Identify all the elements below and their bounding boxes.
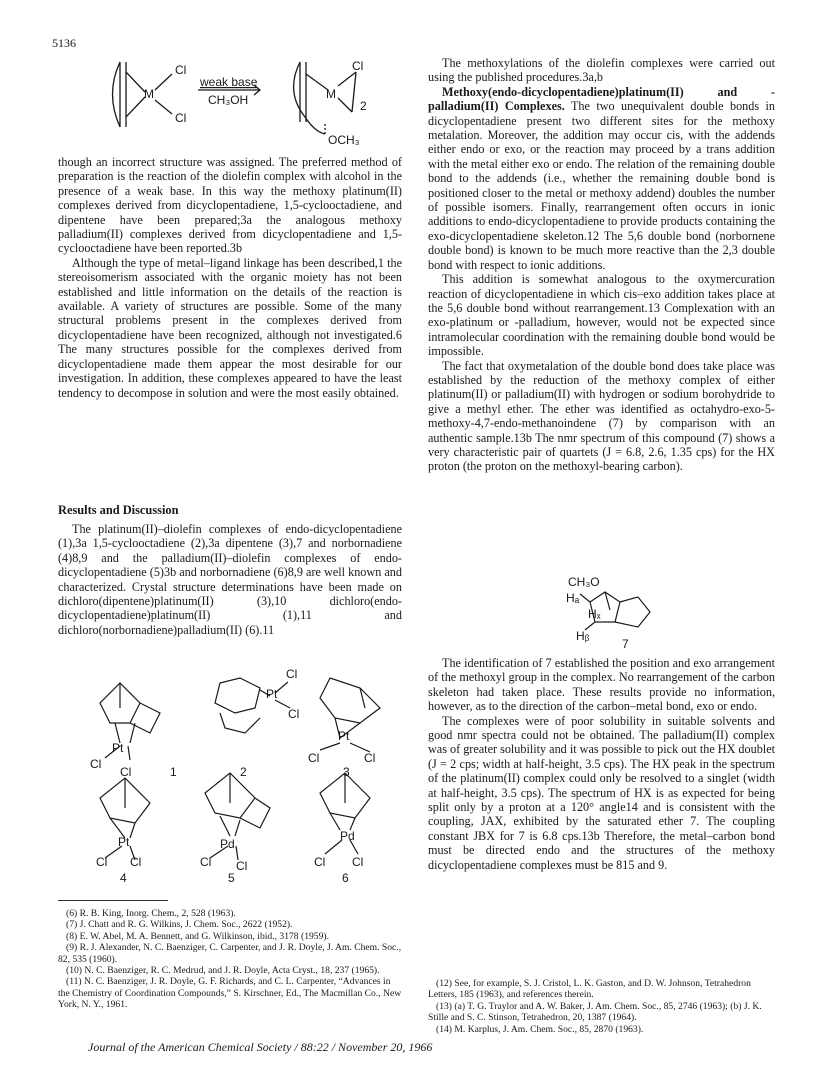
- reference: (13) (a) T. G. Traylor and A. W. Baker, J. Am. Chem. Soc., 85, 2746 (1963); (b) J. K. Stille and S. C. Stinson, Tetrahedron, 20, 1387 (1964).: [428, 1000, 762, 1024]
- pd-label: Pd: [340, 829, 355, 843]
- reference: (14) M. Karplus, J. Am. Chem. Soc., 85, 2870 (1963).: [436, 1023, 644, 1035]
- subsection-heading: Methoxy(endo-dicyclopentadiene)platinum(II) and -palladium(II) Complexes.: [428, 84, 775, 114]
- paragraph: The identification of 7 established the position and exo arrangement of the methoxyl group in the complex. No rearrangement of the carbon skeleton had taken place. These results provide no information, however, as to the direction of the carbon–metal bond, exo or endo.: [428, 656, 775, 714]
- ch3o-label: CH₃O: [568, 575, 600, 589]
- scheme-cl-top: Cl: [175, 63, 187, 77]
- footnote-divider: [58, 900, 168, 901]
- reference: (12) See, for example, S. J. Cristol, L. K. Gaston, and D. W. Johnson, Tetrahedron Letters, 185 (1963), and references therein.: [428, 978, 751, 1001]
- compound-4-label: 4: [120, 871, 127, 885]
- reference: (11) N. C. Baenziger, J. R. Doyle, G. F. Richards, and C. L. Carpenter, “Advances in the Chemistry of Coordination Compounds,” S. Kirschner, Ed., The Macmillan Co., New York, N. Y., 1961.: [58, 976, 402, 1011]
- paragraph: This addition is somewhat analogous to the oxymercuration reaction of dicyclopentadiene in which cis–exo addition takes place at the 5,6 double bond without rearrangement.13 Complexation with an exo-platinum or -palladium, however, would not be expected since intramolecular coordination with the remaining double bond would be impossible.: [428, 272, 775, 359]
- page-number: 5136: [52, 36, 76, 50]
- cl-label: Cl: [200, 855, 212, 869]
- cl-label: Cl: [364, 751, 376, 765]
- left-column-results: [58, 522, 402, 637]
- left-column-intro: [58, 155, 402, 400]
- scheme-weak-base: weak base: [200, 75, 258, 89]
- reference: (8) E. W. Abel, M. A. Bennett, and G. Wilkinson, ibid., 3178 (1959).: [66, 930, 329, 942]
- right-column: [428, 56, 775, 474]
- cl-label: Cl: [120, 765, 132, 779]
- compound-7-label: 7: [622, 637, 629, 651]
- paragraph: though an incorrect structure was assigned. The preferred method of preparation is the reaction of the diolefin complex with alcohol in the presence of a weak base. In this way the methoxy platinum(II) complexes derived from dicyclopentadiene, 1,5-cyclooctadiene, and dipentene have been prepared;3a the analogous methoxy palladium(II) complexes derived from dicyclopentadiene and 1,5-cyclooctadiene have been reported.3b: [58, 155, 402, 256]
- cl-label: Cl: [352, 855, 364, 869]
- reaction-scheme: [100, 52, 400, 157]
- reference: (10) N. C. Baenziger, R. C. Medrud, and J. R. Doyle, Acta Cryst., 18, 237 (1965).: [66, 965, 380, 977]
- paragraph: The complexes were of poor solubility in suitable solvents and good nmr spectra could not be obtained. The palladium(II) complex was of greater solubility and it was possible to pick out the HX doublet (J = 2 cps; width at half-height, 3.5 cps). The HX peak in the spectrum of the platinum(II) complex could only be resolved to a singlet (width at half-height, 3.5 cps). The spectrum of HX is as expected for being split only by a proton at a 120° angle14 and is consistent with the coupling, JAX, exhibited by the saturated ether 7. The coupling constant JBX for 7 is 6.8 cps.13b Therefore, the metal–carbon bond must be directed endo and the structures of the methoxy dicyclopentadiene complexes must be 815 and 9.: [428, 713, 775, 872]
- scheme-cl-bottom: Cl: [175, 111, 187, 125]
- scheme-m-left: M: [144, 87, 154, 101]
- hx-label: Hₓ: [588, 607, 601, 621]
- reference: (6) R. B. King, Inorg. Chem., 2, 528 (1963).: [66, 908, 236, 919]
- reference: (9) R. J. Alexander, N. C. Baenziger, C. Carpenter, and J. R. Doyle, J. Am. Chem. Soc., 82, 535 (1960).: [58, 942, 402, 965]
- pt-label: Pt: [112, 741, 124, 755]
- scheme-dimer-2: 2: [360, 99, 367, 113]
- paragraph: The methoxylations of the diolefin complexes were carried out using the published procedures.3a,b: [428, 56, 775, 85]
- scheme-cl-right: Cl: [352, 59, 364, 73]
- hb-label: Hᵦ: [576, 629, 590, 643]
- cl-label: Cl: [286, 667, 298, 681]
- references-right: [428, 978, 775, 1035]
- cl-label: Cl: [90, 757, 102, 771]
- compound-1-label: 1: [170, 765, 177, 779]
- compound-3-label: 3: [343, 765, 350, 779]
- paragraph: The platinum(II)–diolefin complexes of endo-dicyclopentadiene (1),3a 1,5-cyclooctadiene (2),3a dipentene (3),7 and norbornadiene (4)8,9 and the palladium(II)–diolefin complexes of endo-dicyclopentadiene (5)3b and norbornadiene (6)8,9 are well known and characterized. Crystal structure determinations have been made on dichloro(dipentene)platinum(II) (3),10 dichloro(endo-dicyclopentadiene)platinum(II) (1),11 and dichloro(norbornadiene)palladium(II) (6).11: [58, 522, 402, 637]
- scheme-och3: OCH₃: [328, 133, 360, 147]
- cl-label: Cl: [308, 751, 320, 765]
- cl-label: Cl: [130, 855, 142, 869]
- paragraph: Although the type of metal–ligand linkage has been described,1 the stereoisomerism associated with the organic moiety has not been established and little information on the details of the reaction is available. A variety of structures are possible. Some of the many structural problems present in the complexes derived from dicyclopentadiene have been recognized, although not investigated.6 The many structures possible for the complexes derived from dicyclopentadiene made them appear the most desirable for our investigation. In addition, these complexes appeared to have the least tendency to decompose in solution and were the most easily obtained.: [58, 255, 402, 400]
- pt-label: Pt: [266, 687, 278, 701]
- paragraph: The two unequivalent double bonds in dicyclopentadiene present two different sites for the methoxy metalation. Moreover, the addition may occur cis, with the addends either endo or exo, or the reaction may proceed by a trans addition with the metal either exo or endo. The relation of the remaining double bond to the addends (i.e., whether the remaining double bond is positioned closer to the metal or methoxy addend) doubles the number of possible isomers. Finally, rearrangement often occurs in ionic additions to endo-dicyclopentadiene to provide products containing the exo-dicyclopentadiene skeleton.12 The 5,6 double bond (norbornene double bond) is known to be much more reactive than the 2,3 double bond with respect to ionic additions.: [428, 99, 775, 272]
- pt-label: Pt: [338, 729, 350, 743]
- journal-footer: Journal of the American Chemical Society / 88:22 / November 20, 1966: [88, 1040, 433, 1054]
- cl-label: Cl: [96, 855, 108, 869]
- scheme-methanol: CH₃OH: [208, 93, 249, 107]
- pd-label: Pd: [220, 837, 235, 851]
- section-heading: Results and Discussion: [58, 503, 179, 517]
- cl-label: Cl: [314, 855, 326, 869]
- pt-label: Pt: [118, 835, 130, 849]
- cl-label: Cl: [288, 707, 300, 721]
- references-left: [58, 908, 402, 1011]
- reference: (7) J. Chatt and R. G. Wilkins, J. Chem. Soc., 2622 (1952).: [66, 919, 293, 931]
- compound-structures-figure: [90, 668, 390, 888]
- compound-6-label: 6: [342, 871, 349, 885]
- compound-2-label: 2: [240, 765, 247, 779]
- paragraph: The fact that oxymetalation of the double bond does take place was established by the reduction of the methoxy complex of either platinum(II) or palladium(II) with hydrogen or sodium borohydride to give a methyl ether. The ether was identified as octahydro-exo-5-methoxy-4,7-endo-methanoindene (7) by comparison with an authentic sample.13b The nmr spectrum of this compound (7) shows a very characteristic pair of quartets (J = 6.8, 2.6, 1.35 cps) for the HX proton (the proton on the methoxyl-bearing carbon).: [428, 358, 775, 474]
- ha-label: Hₐ: [566, 591, 580, 605]
- cl-label: Cl: [236, 859, 248, 873]
- compound-7-structure: [560, 572, 660, 657]
- compound-5-label: 5: [228, 871, 235, 885]
- scheme-m-right: M: [326, 87, 336, 101]
- right-column-continued: [428, 656, 775, 872]
